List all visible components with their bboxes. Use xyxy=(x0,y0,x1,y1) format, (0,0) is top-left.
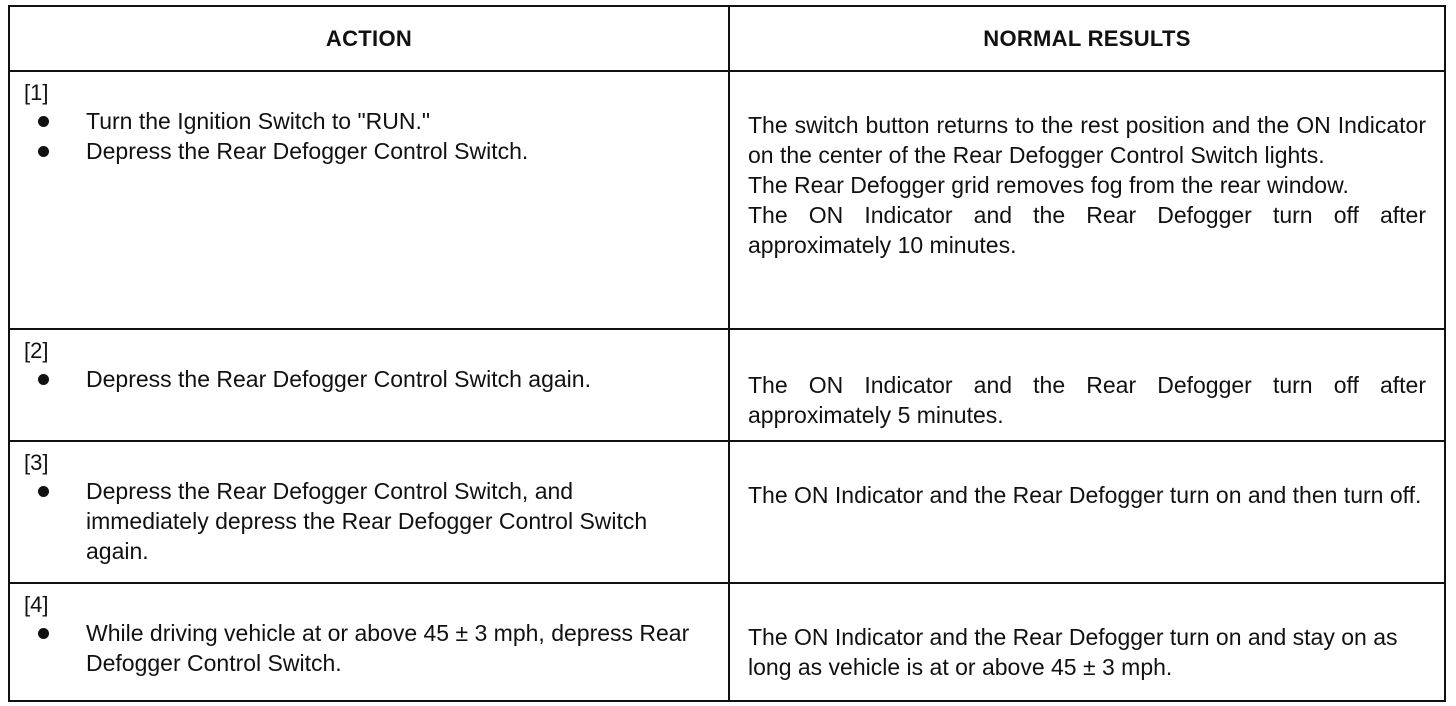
header-action: ACTION xyxy=(9,6,729,71)
result-cell xyxy=(729,583,1445,701)
list-item xyxy=(10,136,728,166)
action-text: While driving vehicle at or above 45 ± 3 mph, depress Rear Defogger Control Switch. xyxy=(86,620,690,676)
result-cell xyxy=(729,441,1445,583)
result-text: The ON Indicator and the Rear Defogger turn on and then turn off. xyxy=(748,482,1422,508)
list-item xyxy=(10,364,728,394)
bullet-icon xyxy=(38,146,49,157)
action-list xyxy=(10,364,728,402)
result-text: The ON Indicator and the Rear Defogger turn off after approximately 10 minutes. xyxy=(748,202,1426,258)
table-row xyxy=(9,329,1445,441)
result-text-block xyxy=(730,330,1444,440)
document-page xyxy=(8,5,1444,700)
action-text: Turn the Ignition Switch to "RUN." xyxy=(86,108,431,134)
result-text-block xyxy=(730,584,1444,692)
list-item xyxy=(10,476,728,566)
result-text: The ON Indicator and the Rear Defogger turn off after approximately 5 minutes. xyxy=(748,372,1426,428)
bullet-icon xyxy=(38,374,49,385)
list-item xyxy=(10,618,728,678)
action-text: Depress the Rear Defogger Control Switch again. xyxy=(86,366,591,392)
table-row xyxy=(9,441,1445,583)
step-number: [2] xyxy=(24,338,49,363)
action-cell xyxy=(9,583,729,701)
result-text-block xyxy=(730,72,1444,270)
step-number: [1] xyxy=(24,80,49,105)
action-cell xyxy=(9,329,729,441)
action-cell xyxy=(9,441,729,583)
action-text: Depress the Rear Defogger Control Switch, and immediately depress the Rear Defogger Control Switch again. xyxy=(86,478,648,564)
table-row xyxy=(9,71,1445,329)
table-row xyxy=(9,583,1445,701)
header-normal-results: NORMAL RESULTS xyxy=(729,6,1445,71)
bullet-icon xyxy=(38,116,49,127)
result-text: The ON Indicator and the Rear Defogger turn on and stay on as long as vehicle is at or above 45 ± 3 mph. xyxy=(748,624,1398,680)
action-cell xyxy=(9,71,729,329)
list-item xyxy=(10,106,728,136)
result-cell xyxy=(729,329,1445,441)
table-header-row xyxy=(9,6,1445,71)
step-number: [3] xyxy=(24,450,49,475)
bullet-icon xyxy=(38,486,49,497)
action-list xyxy=(10,106,728,174)
result-text: The Rear Defogger grid removes fog from the rear window. xyxy=(748,172,1349,198)
step-number: [4] xyxy=(24,592,49,617)
result-cell xyxy=(729,71,1445,329)
action-list xyxy=(10,476,728,574)
result-text: The switch button returns to the rest position and the ON Indicator on the center of the Rear Defogger Control Switch lights. xyxy=(748,112,1426,168)
bullet-icon xyxy=(38,628,49,639)
action-text: Depress the Rear Defogger Control Switch. xyxy=(86,138,529,164)
procedure-table xyxy=(8,5,1446,702)
result-text-block xyxy=(730,442,1444,520)
action-list xyxy=(10,618,728,686)
